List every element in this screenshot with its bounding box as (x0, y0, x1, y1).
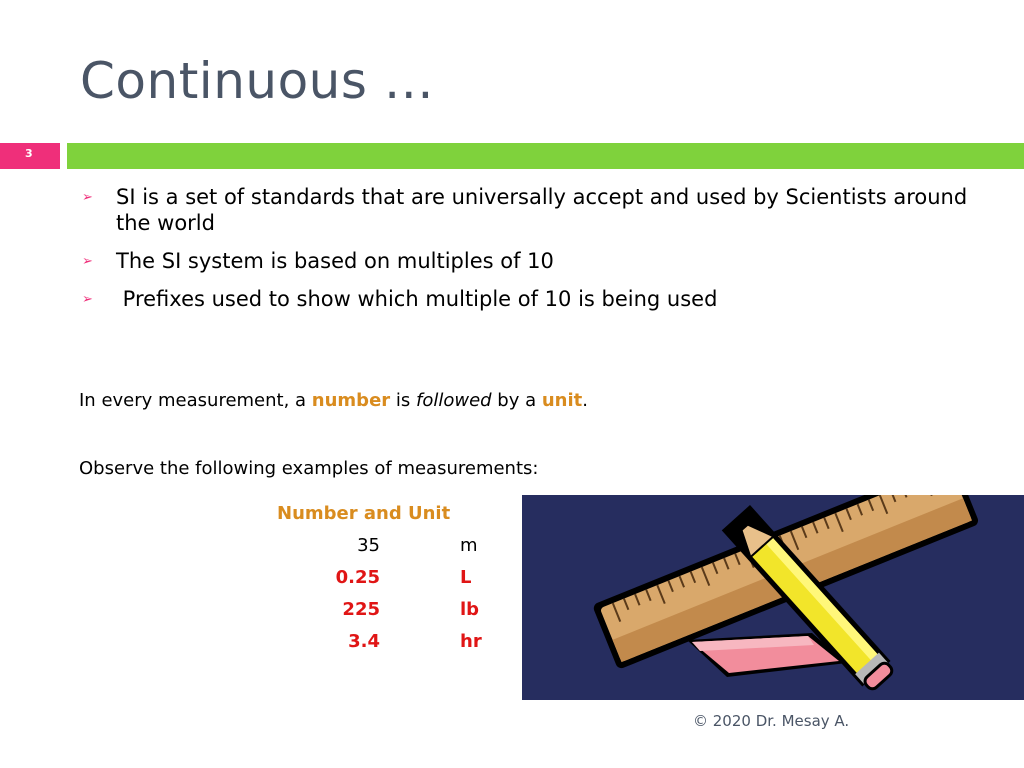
bullet-text: Prefixes used to show which multiple of 10 is being used (116, 287, 718, 311)
sentence-text: In every measurement, a (79, 390, 312, 411)
bullet-item (78, 184, 978, 236)
title-divider-bar (67, 143, 1024, 169)
table-number: 3.4 (348, 631, 380, 652)
table-unit: hr (460, 631, 482, 652)
arrow-bullet-icon: ➢ (82, 292, 93, 307)
sentence-text: by a (491, 390, 542, 411)
arrow-bullet-icon: ➢ (82, 254, 93, 269)
sentence-text: is (390, 390, 416, 411)
slide-number: 3 (0, 143, 60, 169)
table-unit: m (460, 535, 478, 556)
table-unit: lb (460, 599, 480, 620)
bullet-list (78, 184, 978, 324)
table-number: 35 (357, 535, 380, 556)
table-unit: L (460, 567, 472, 588)
table-number: 0.25 (335, 567, 380, 588)
bullet-text: The SI system is based on multiples of 10 (116, 249, 554, 273)
unit-keyword: unit (541, 390, 583, 411)
table-number: 225 (342, 599, 380, 620)
measurement-sentence (79, 390, 588, 411)
bullet-item (78, 248, 978, 274)
footer-copyright: © 2020 Dr. Mesay A. (693, 712, 850, 730)
bullet-item (78, 286, 978, 312)
followed-keyword: followed (415, 390, 492, 411)
examples-intro: Observe the following examples of measurements: (79, 458, 539, 479)
number-keyword: number (311, 390, 391, 411)
arrow-bullet-icon: ➢ (82, 190, 93, 205)
table-header: Number and Unit (277, 503, 451, 524)
sentence-text: . (582, 390, 588, 411)
bullet-text: SI is a set of standards that are universally accept and used by Scientists around the world (116, 185, 968, 235)
slide-title: Continuous … (80, 52, 435, 110)
ruler-pencil-clipart (522, 495, 1024, 700)
